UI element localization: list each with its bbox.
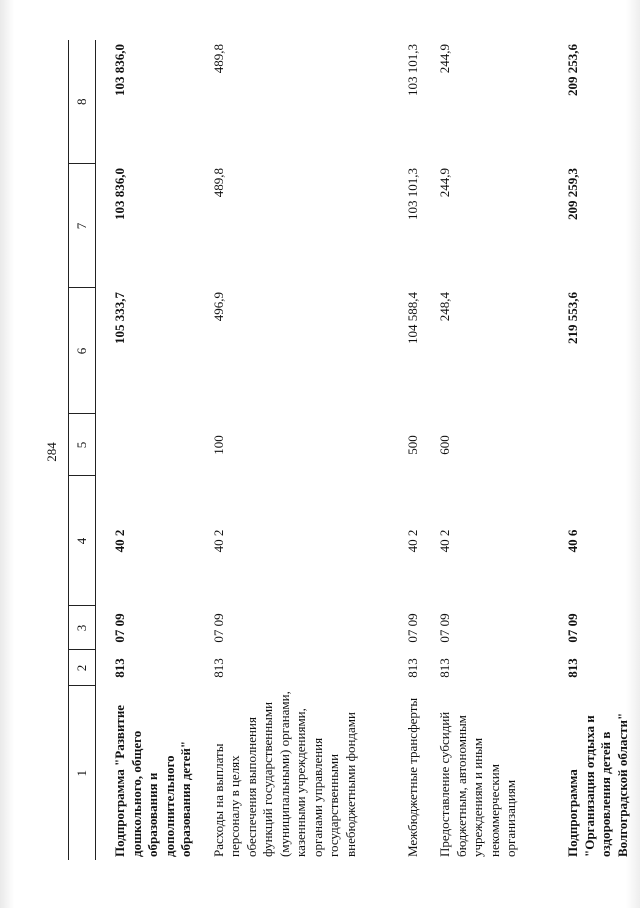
table-row [195, 40, 389, 860]
row-code: 813 [404, 658, 420, 678]
page-number: 284 [43, 442, 59, 462]
header-cell: 2 [69, 650, 96, 686]
table-row [421, 40, 549, 860]
row-name: Межбюджетные трансферты [404, 697, 420, 857]
row-article: 40 2 [210, 529, 226, 553]
row-code: 813 [210, 658, 226, 678]
row-article: 40 2 [404, 529, 420, 553]
header-cell: 7 [69, 164, 96, 288]
row-value-8: 209 253,6 [565, 44, 580, 96]
header-cell: 8 [69, 40, 96, 164]
row-type: 100 [210, 435, 226, 455]
row-value-8: 103 101,3 [404, 44, 420, 96]
row-value-8: 489,8 [210, 44, 226, 74]
row-code: 813 [437, 658, 452, 678]
row-name: Подпрограмма "Развитие дошкольного, общего образования и дополнительного образования детей" [112, 704, 193, 857]
row-value-7: 244,9 [437, 168, 452, 198]
header-cell: 5 [69, 414, 96, 476]
row-value-6: 219 553,6 [565, 292, 580, 344]
row-section: 07 09 [404, 613, 420, 643]
row-value-6: 496,9 [210, 292, 226, 322]
row-article: 40 6 [565, 529, 580, 553]
row-value-6: 104 588,4 [404, 292, 420, 344]
row-code: 813 [565, 658, 580, 678]
row-value-7: 103 101,3 [404, 168, 420, 220]
row-section: 07 09 [565, 613, 580, 643]
row-type: 500 [404, 435, 420, 455]
table-row [389, 40, 422, 860]
row-name: Подпрограмма "Организация отдыха и оздоровления детей в Волгоградской области" [565, 712, 630, 857]
row-value-6: 105 333,7 [112, 292, 127, 344]
row-section: 07 09 [112, 613, 127, 643]
header-row [69, 40, 96, 860]
row-section: 07 09 [210, 613, 226, 643]
header-cell: 6 [69, 288, 96, 414]
row-value-7: 209 259,3 [565, 168, 580, 220]
row-type [549, 414, 631, 476]
row-name: Расходы на выплаты персоналу в целях обеспечения выполнения функций государственными (муниципальными) органами, казенными учреждениями, органами управления государственными внебюджетными фондами [210, 691, 358, 857]
row-code: 813 [112, 658, 127, 678]
row-article: 40 2 [437, 529, 452, 553]
row-value-8: 244,9 [437, 44, 452, 74]
table-row [549, 40, 631, 860]
row-type: 600 [437, 435, 452, 455]
row-article: 40 2 [112, 529, 127, 553]
header-cell: 4 [69, 476, 96, 606]
row-name: Предоставление субсидий бюджетным, автономным учреждениям и иным некоммерческим организациям [437, 711, 518, 857]
header-cell: 1 [69, 686, 96, 860]
row-type [96, 414, 195, 476]
row-value-7: 103 836,0 [112, 168, 127, 220]
header-cell: 3 [69, 606, 96, 650]
row-section: 07 09 [437, 613, 452, 643]
row-value-7: 489,8 [210, 168, 226, 198]
row-value-8: 103 836,0 [112, 44, 127, 96]
row-value-6: 248,4 [437, 292, 452, 322]
rotated-page [68, 40, 630, 860]
table-row [96, 40, 195, 860]
budget-table [68, 40, 631, 860]
